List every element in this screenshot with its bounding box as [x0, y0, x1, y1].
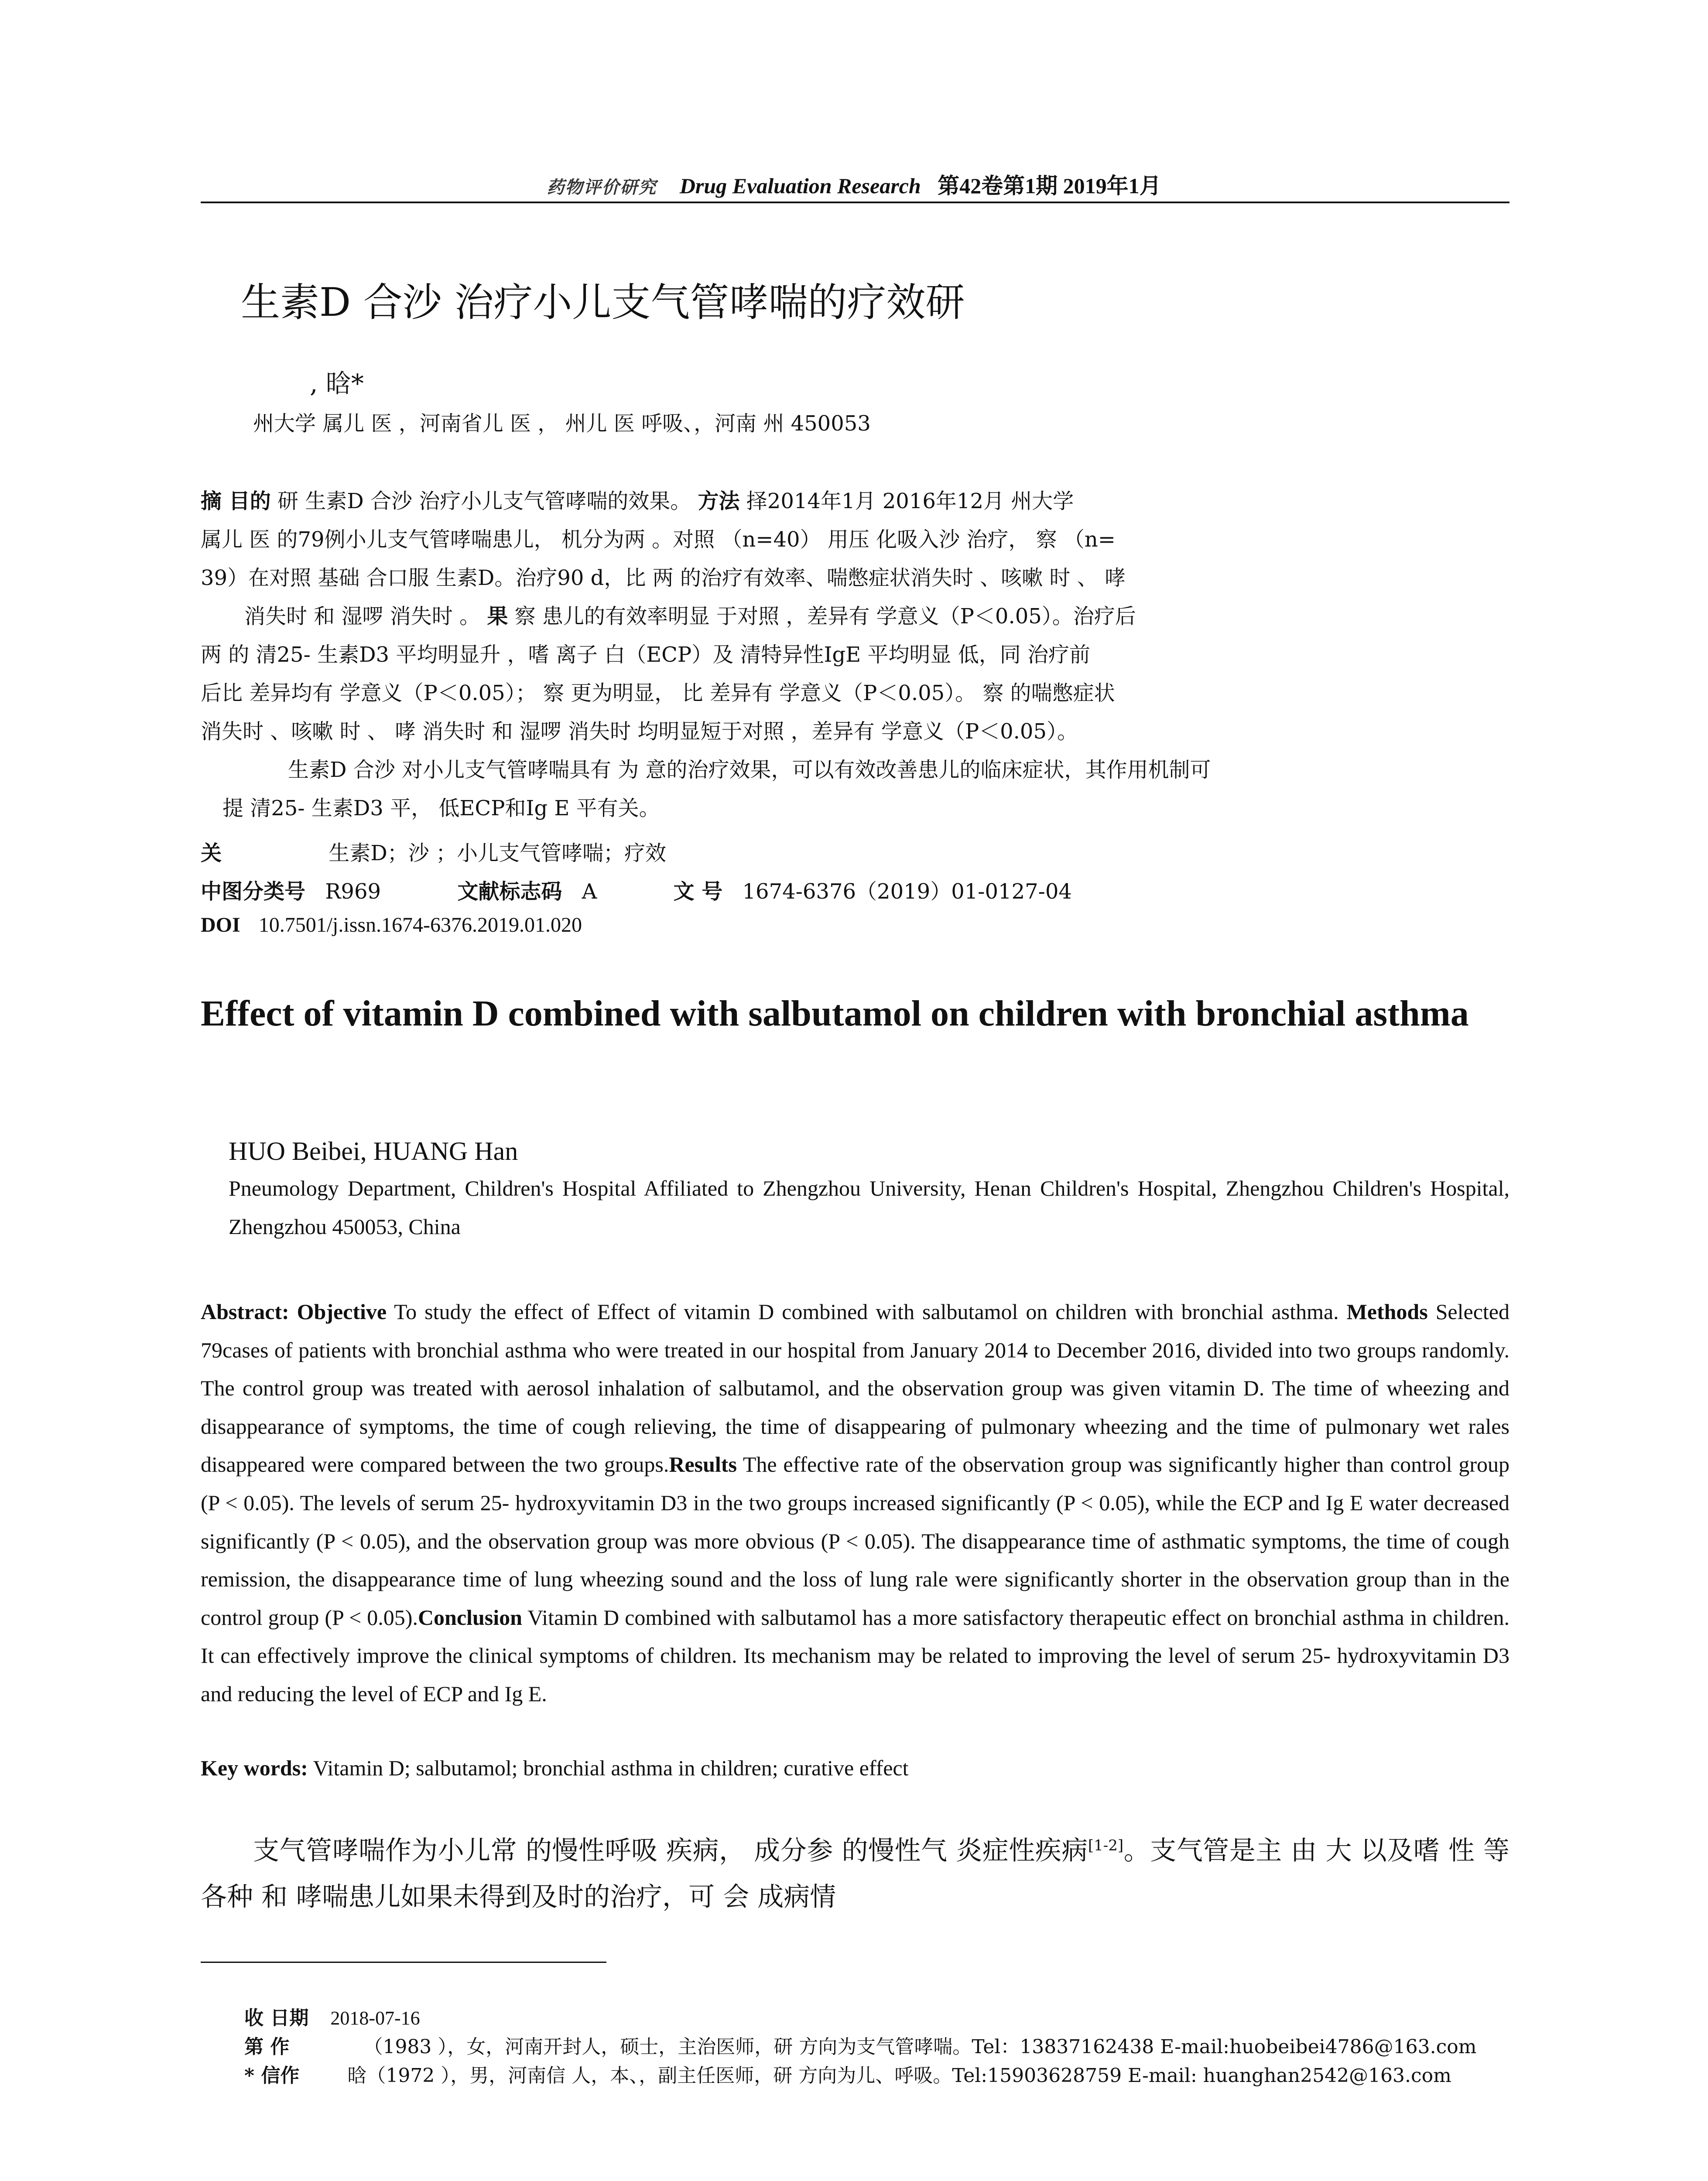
doi-label: DOI	[201, 913, 240, 937]
cn-keywords-text: 生素D；沙 ；小儿支气管哮喘；疗效	[329, 841, 667, 865]
doc-code-value: A	[582, 879, 597, 904]
cn-abstract-text: 后比 差异均有 学意义（P＜0.05）； 察 更为明显， 比 差异有 学意义（P＜0.05）。 察 的喘憋症状	[201, 681, 1115, 705]
cn-abstract-text: 39）在对照 基础 合口服 生素D。治疗90 d，比 两 的治疗有效率、喘憋症状消失时 、咳嗽 时 、 哮	[201, 566, 1126, 590]
methods-text: Selected 79cases of patients with bronchial asthma who were treated in our hospital from January 2014 to December 2016, divided into two groups randomly. The control group was treated with aerosol inhalation of salbutamol, and the observation group was given vitamin D. The time of wheezing and disappearance of symptoms, the time of cough relieving, the time of disappearing of pulmonary wheezing and the time of pulmonary wet rales disappeared were compared between the two groups.	[201, 1299, 1509, 1477]
doi-value: 10.7501/j.issn.1674-6376.2019.01.020	[258, 913, 582, 937]
conclusion-label: Conclusion	[418, 1605, 522, 1630]
cn-methods-label: 方法	[698, 489, 740, 513]
footnote-received	[244, 2002, 420, 2030]
cn-abstract-line	[201, 567, 1509, 588]
cn-abstract-text: 察 患儿的有效率明显 于对照 ，差异有 学意义（P＜0.05）。治疗后	[514, 604, 1136, 629]
footnote-label: 第 作	[244, 2036, 290, 2058]
cn-abstract-text: 消失时 和 湿啰 消失时 。	[244, 604, 481, 629]
en-affiliation: Pneumology Department, Children's Hospital Affiliated to Zhengzhou University, Henan Children's Hospital, Zhengzhou Children's Hospital, Zhengzhou 450053, China	[229, 1176, 1509, 1239]
article-no-value: 1674-6376（2019）01-0127-04	[742, 879, 1072, 904]
footnote-label: * 信作	[244, 2065, 300, 2087]
abstract-label: Abstract:	[201, 1299, 289, 1324]
body-text: 。支气管是主 由 大 以及嗜 性 等各种 和 哮喘患儿如果未得到及时的治疗，可 会 成病情	[201, 1836, 1509, 1912]
keywords-text: Vitamin D; salbutamol; bronchial asthma in children; curative effect	[308, 1756, 909, 1780]
objective-text: To study the effect of Effect of vitamin D combined with salbutamol on children with bronchial asthma.	[387, 1299, 1347, 1324]
header-rule	[201, 202, 1509, 203]
body-text: 支气管哮喘作为小儿常 的慢性呼吸 疾病， 成分参 的慢性气 炎症性疾病	[253, 1836, 1088, 1866]
cn-abstract-line	[201, 606, 1553, 627]
cn-abstract-line	[201, 759, 1597, 780]
en-authors: HUO Beibei, HUANG Han	[229, 1137, 518, 1166]
cn-abstract-line	[201, 798, 1531, 819]
doc-code-label: 文献标志码	[457, 879, 562, 904]
journal-name: Drug Evaluation Research	[679, 174, 921, 198]
en-keywords	[201, 1755, 909, 1781]
footnote-label: 收 日期	[244, 2007, 309, 2029]
results-label: Results	[669, 1452, 737, 1477]
footnote-corresponding	[244, 2060, 1451, 2088]
conclusion-text: Vitamin D combined with salbutamol has a more satisfactory therapeutic effect on bronchial asthma in children. It can effectively improve the clinical symptoms of children. Its mechanism may be related to improving the level of serum 25- hydroxyvitamin D3 and reducing the level of ECP and Ig E.	[201, 1605, 1509, 1706]
doi-line	[201, 913, 582, 937]
cn-abstract-label: 摘 目的	[201, 489, 271, 513]
clc-value: R969	[325, 879, 381, 904]
cn-results-label: 果	[487, 604, 508, 629]
body-paragraph	[201, 1822, 1509, 1920]
footnote-first-author	[244, 2031, 1477, 2059]
cn-abstract-text: 属儿 医 的79例小儿支气管哮喘患儿， 机分为两 。对照 （n=40） 用压 化吸入沙 治疗， 察 （n=	[201, 527, 1116, 552]
cn-abstract-text: 生素D 合沙 对小儿支气管哮喘具有 为 意的治疗效果，可以有效改善患儿的临床症状，其作用机制可	[288, 758, 1211, 782]
keywords-label: Key words:	[201, 1756, 308, 1780]
cn-classification	[201, 875, 1072, 905]
footnote-rule	[201, 1962, 606, 1963]
cn-keywords	[201, 836, 666, 866]
cn-affiliation: 州大学 属儿 医 ，河南省儿 医 ， 州儿 医 呼吸、，河南 州 450053	[253, 411, 871, 436]
cn-abstract-text: 研 生素D 合沙 治疗小儿支气管哮喘的效果。	[277, 489, 691, 513]
journal-logo: 药物评价研究	[547, 178, 657, 197]
footnote-text: 晗（1972 ），男，河南信 人，本、，副主任医师，研 方向为儿、呼吸。Tel:15903628759 E-mail: huanghan2542@163.com	[347, 2065, 1451, 2087]
article-no-label: 文 号	[673, 879, 723, 904]
cn-title: 生素D 合沙 治疗小儿支气管哮喘的疗效研	[241, 280, 965, 325]
footnote-text: 2018-07-16	[330, 2007, 420, 2029]
clc-label: 中图分类号	[201, 879, 306, 904]
cn-abstract-line	[201, 491, 1509, 512]
cn-abstract-line	[201, 683, 1509, 704]
cn-abstract-text: 消失时 、咳嗽 时 、 哮 消失时 和 湿啰 消失时 均明显短于对照 ，差异有 学意义（P＜0.05）。	[201, 719, 1078, 744]
cn-authors: , 晗*	[310, 369, 364, 398]
objective-label: Objective	[297, 1299, 387, 1324]
cn-abstract-line	[201, 644, 1509, 665]
en-abstract	[201, 1293, 1509, 1713]
results-text: The effective rate of the observation group was significantly higher than control group (P < 0.05). The levels of serum 25- hydroxyvitamin D3 in the two groups increased significantly (P < 0.05), while the ECP and Ig E water decreased significantly (P < 0.05), and the observation group was more obvious (P < 0.05). The disappearance time of asthmatic symptoms, the time of cough remission, the disappearance time of lung wheezing sound and the loss of lung rale were significantly shorter in the observation group than in the control group (P < 0.05).	[201, 1452, 1509, 1630]
cn-abstract-text: 择2014年1月 2016年12月 州大学	[746, 489, 1074, 513]
methods-label: Methods	[1346, 1299, 1428, 1324]
footnote-text: （1983 ），女，河南开封人，硕士，主治医师，研 方向为支气管哮喘。Tel：13837162438 E-mail:huobeibei4786@163.com	[363, 2036, 1477, 2058]
en-title: Effect of vitamin D combined with salbutamol on children with bronchial asthma	[201, 993, 1469, 1034]
cn-abstract-line	[201, 529, 1509, 550]
cn-abstract-line	[201, 721, 1509, 742]
cn-abstract-text: 提 清25- 生素D3 平， 低ECP和Ig E 平有关。	[222, 796, 660, 820]
cn-keywords-label: 关	[201, 841, 222, 865]
issue-info: 第42卷第1期 2019年1月	[938, 174, 1161, 198]
citation-ref: [1-2]	[1088, 1837, 1124, 1854]
cn-abstract-text: 两 的 清25- 生素D3 平均明显升 ，嗜 离子 白（ECP）及 清特异性IgE 平均明显 低，同 治疗前	[201, 643, 1090, 667]
running-header	[0, 168, 1708, 200]
